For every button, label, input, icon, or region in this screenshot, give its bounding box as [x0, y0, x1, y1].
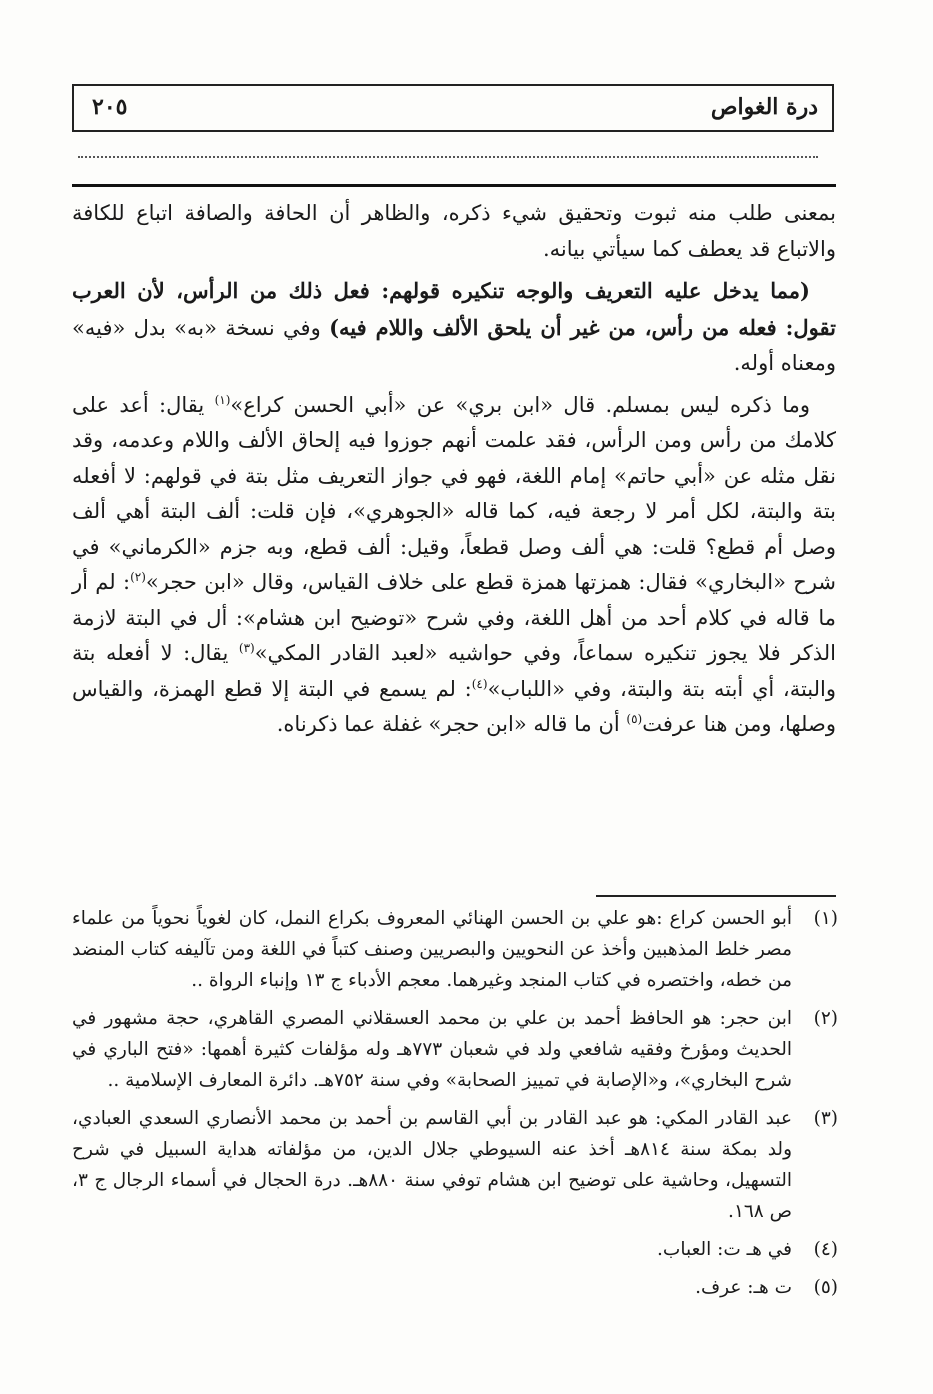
footnote-text: ت هـ: عرف.: [695, 1277, 792, 1298]
footnote-number: (١): [813, 908, 838, 929]
footnote-2: [72, 1003, 838, 1096]
quoted-heading: (مما يدخل عليه التعريف والوجه تنكيره قولهم: فعل ذلك من الرأس، لأن العرب تقول: فعله من رأس، من غير أن يلحق الألف واللام فيه): [72, 278, 836, 340]
page-number: ٢٠٥: [92, 94, 128, 120]
footnote-number: (٣): [813, 1108, 838, 1129]
p3-text-e: : لم يسمع في البتة إلا قطع الهمزة، والقياس وصلها، ومن هنا عرفت: [72, 676, 836, 736]
footnote-separator: [596, 895, 836, 897]
footnotes: [72, 903, 838, 1310]
p3-text-b: يقال: أعد على كلامك من رأس ومن الرأس، فقد علمت أنهم جوزوا فيه إلحاق الألف واللام وعدمه، وقد نقل مثله عن «أبي حاتم» إمام اللغة، فهو في جواز التعريف مثل بتة في قولهم: لا أفعله بتة والبتة، لكل أمر لا رجعة فيه، كما قاله «الجوهري»، فإن قلت: ألف البتة أهي ألف وصل أم قطع؟ قلت: هي ألف وصل قطعاً، وقيل: ألف قطع، وبه جزم «الكرماني» في شرح «البخاري» فقال: همزتها همزة قطع على خلاف القياس، وقال «ابن حجر»: [72, 392, 837, 594]
footnote-4: [72, 1234, 838, 1265]
page-header: [72, 84, 834, 132]
footnote-text: أبو الحسن كراع :هو علي بن الحسن الهنائي المعروف بكراع النمل، كان لغوياً نحوياً من علماء مصر خلط المذهبين وأخذ عن النحويين والبصريين وصنف كتباً في اللغة ومن تآليفه كتاب المنضد من خطه، واختصره في كتاب المنجد وغيرهما. معجم الأدباء ج ١٣ وإنباء الرواة ..: [72, 908, 792, 991]
footnote-text: في هـ ت: العباب.: [657, 1239, 792, 1260]
header-rule: [72, 184, 836, 187]
p3-text-a: وما ذكره ليس بمسلم. قال «ابن بري» عن «أبي الحسن كراع»: [230, 392, 810, 417]
paragraph-2: [72, 273, 836, 382]
footnote-text: عبد القادر المكي: هو عبد القادر بن أبي القاسم بن أحمد بن محمد الأنصاري السعدي العبادي، ولد بمكة سنة ٨١٤هـ أخذ عنه السيوطي جلال الدين، من مؤلفاته هداية السبيل في شرح التسهيل، وحاشية على توضيح ابن هشام توفي سنة ٨٨٠هـ. درة الحجال في أسماء الرجال ج ٣، ص ١٦٨.: [72, 1108, 793, 1222]
footnote-ref-2: (٢): [130, 570, 146, 584]
footnote-number: (٢): [813, 1008, 838, 1029]
footnote-text: ابن حجر: هو الحافظ أحمد بن علي بن محمد العسقلاني المصري القاهري، حجة مشهور في الحديث ومؤرخ وفقيه شافعي ولد في شعبان ٧٧٣هـ وله مؤلفات كثيرة أهمها: «فتح الباري في شرح البخاري»، و«الإصابة في تمييز الصحابة» وفي سنة ٧٥٢هـ. دائرة المعارف الإسلامية ..: [72, 1008, 792, 1091]
p3-text-c: : لم أر ما قاله في كلام أحد من أهل اللغة، وفي شرح «توضيح ابن هشام»: أل في البتة لازمة الذكر فلا يجوز تنكيره سماعاً، وفي حواشيه «لعبد القادر المكي»: [72, 570, 836, 665]
paragraph-2-rest: وفي نسخة «به» بدل «فيه» ومعناه أوله.: [72, 315, 836, 375]
footnote-number: (٤): [813, 1239, 838, 1260]
footnote-number: (٥): [813, 1277, 838, 1298]
footnote-ref-3: (٣): [238, 641, 255, 655]
p3-text-f: أن ما قاله «ابن حجر» غفلة عما ذكرناه.: [276, 712, 627, 736]
paragraph-3: [72, 388, 836, 743]
running-title: درة الغواص: [710, 94, 818, 120]
footnote-ref-1: (١): [214, 392, 231, 407]
dotted-divider: [78, 156, 818, 158]
footnote-3: [72, 1103, 838, 1227]
footnote-ref-4: (٤): [471, 676, 488, 691]
footnote-5: [72, 1272, 838, 1303]
footnote-ref-5: (٥): [626, 712, 643, 726]
main-text: [72, 196, 836, 749]
paragraph-1: بمعنى طلب منه ثبوت وتحقيق شيء ذكره، والظاهر أن الحافة والصافة اتباع للكافة والاتباع قد يعطف كما سيأتي بيانه.: [72, 201, 836, 261]
p3-text-d: يقال: لا أفعله بتة والبتة، أي أبته بتة والبتة، وفي «اللباب»: [72, 641, 837, 701]
footnote-1: [72, 903, 838, 996]
